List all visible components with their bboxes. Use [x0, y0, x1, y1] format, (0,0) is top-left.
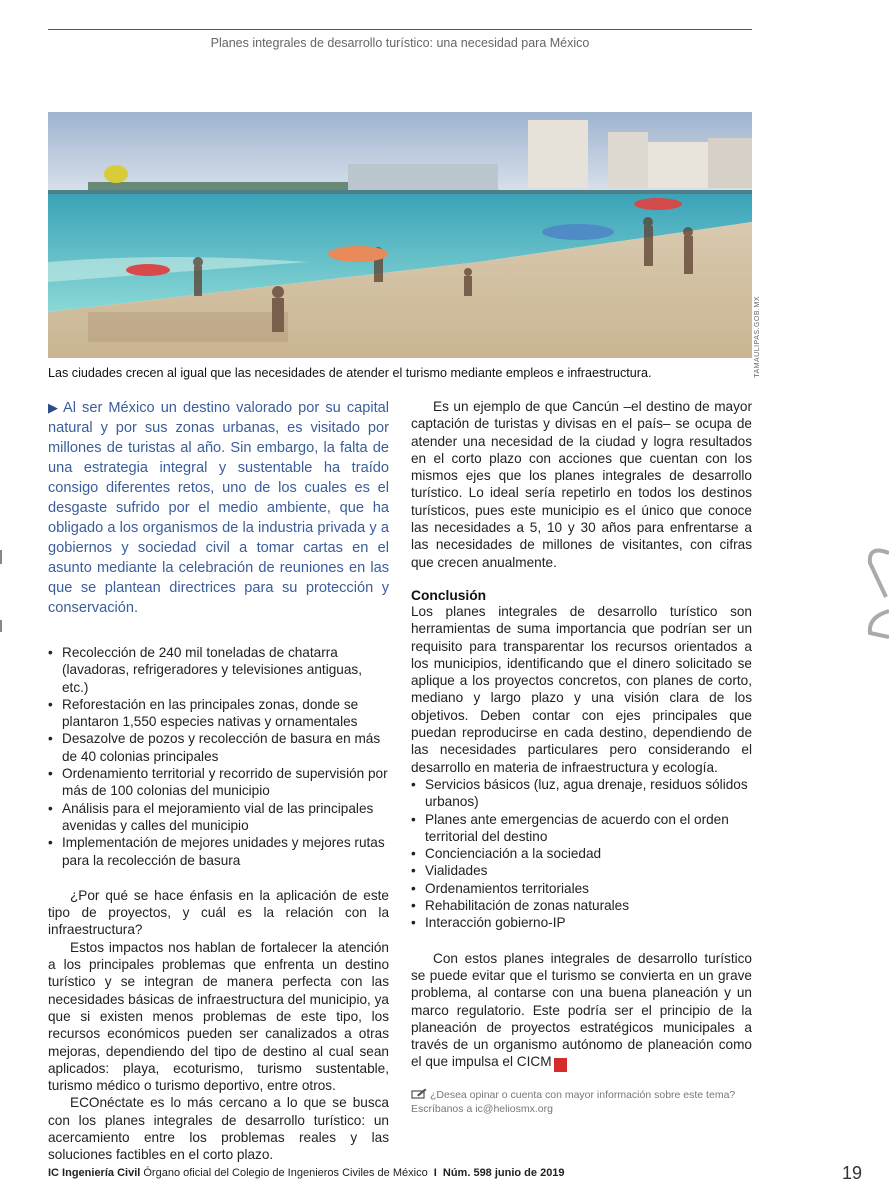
conclusion-paragraph: Los planes integrales de desarrollo turístico son herramientas de suma importancia que podrían ser un requisito para transparentar los recursos orientados a los municipios, identificando que el dinero solicitado se aplique a los proyectos concretos, con planes de corto, mediano y largo plazo y una visión clara de los objetivos. Deben contar con ejes principales que puedan reproducirse en cada destino, dependiendo de las necesidades particulares pero considerando el desarrollo en materia de infraestructura y ecología. [411, 603, 752, 775]
footer [48, 1167, 565, 1179]
list-item: • Interacción gobierno-IP [411, 914, 752, 931]
running-title: Planes integrales de desarrollo turístico: una necesidad para México [210, 36, 590, 50]
body-paragraph: Estos impactos nos hablan de fortalecer la atención a los principales problemas que enfrenta un destino turístico y se integran de manera perfecta con las necesidades básicas de infraestructura del municipio, ya que si existen menos problemas de este tipo, los recursos económicos pueden ser canalizados a otras mejoras, dependiendo del tipo de destino al cual sean aplicados: playa, ecoturismo, turismo sustentable, turismo médico o turismo deportivo, entre otros. [48, 939, 389, 1094]
list-item: • Rehabilitación de zonas naturales [411, 897, 752, 914]
feedback-email[interactable]: Escríbanos a ic@heliosmx.org [411, 1102, 553, 1115]
list-item: • Ordenamiento territorial y recorrido de supervisión por más de 100 colonias del municipio [48, 765, 389, 800]
binding-edge-mark [0, 540, 3, 640]
feedback-line [411, 1088, 752, 1103]
conclusion-heading: Conclusión [411, 587, 487, 603]
list-item: • Implementación de mejores unidades y mejores rutas para la recolección de basura [48, 834, 389, 869]
footer-separator: I [433, 1167, 437, 1179]
photo-credit: TAMAULIPAS.GOB.MX [754, 296, 761, 378]
closing-paragraph [411, 950, 752, 1073]
ic-end-badge: IC [554, 1058, 567, 1072]
top-rule [48, 29, 752, 30]
pen-paper-icon [411, 1088, 427, 1099]
list-item: • Servicios básicos (luz, agua drenaje, residuos sólidos urbanos) [411, 776, 752, 811]
list-item: • Vialidades [411, 862, 752, 879]
feedback-block [411, 1088, 752, 1116]
issue-info: Núm. 598 junio de 2019 [442, 1167, 565, 1179]
magazine-organ: Órgano oficial del Colegio de Ingenieros Civiles de México [143, 1167, 428, 1179]
beach-photo [48, 112, 752, 358]
list-item: • Concienciación a la sociedad [411, 845, 752, 862]
intro-paragraph: Es un ejemplo de que Cancún –el destino de mayor captación de turistas y divisas en el país– se ocupa de atender una necesidad de la ciudad y logra resultados en el corto plazo con acciones que cuentan con los mismos ejes que los planes integrales de desarrollo turístico. Lo ideal sería repetirlo en todos los destinos turísticos, pues este municipio es el único que conoce las necesidades a 5, 10 y 30 años para enfrentarse a las necesidades de millones de visitantes, con cifras que crecen anualmente. [411, 399, 752, 570]
list-item: • Desazolve de pozos y recolección de basura en más de 40 colonias principales [48, 730, 389, 765]
paperclip-icon [862, 545, 889, 640]
photo-caption: Las ciudades crecen al igual que las necesidades de atender el turismo mediante empleos e infraestructura. [48, 366, 652, 380]
list-item: • Reforestación en las principales zonas, donde se plantaron 1,550 especies nativas y ornamentales [48, 696, 389, 731]
list-item: • Planes ante emergencias de acuerdo con el orden territorial del destino [411, 811, 752, 846]
feedback-question: ¿Desea opinar o cuenta con mayor información sobre este tema? [430, 1089, 736, 1102]
play-arrow-icon: ▶ [48, 400, 61, 415]
question-paragraph: ¿Por qué se hace énfasis en la aplicación de este tipo de proyectos, y cuál es la relación con la infraestructura? [48, 887, 389, 938]
left-bullet-list [48, 644, 389, 869]
body-paragraph: ECOnéctate es lo más cercano a lo que se busca con los planes integrales de desarrollo turístico: un acercamiento entre los problemas reales y las soluciones factibles en el corto plazo. [48, 1095, 389, 1163]
list-item: • Recolección de 240 mil toneladas de chatarra (lavadoras, refrigeradores y televisiones antiguas, etc.) [48, 644, 389, 696]
left-column [48, 398, 389, 1164]
lead-text: Al ser México un destino valorado por su capital natural y por sus zonas urbanas, es visitado por millones de turistas al año. Sin embargo, la falta de una estrategia integral y sustentable ha traído consigo diferentes retos, uno de los cuales es el desgaste sufrido por el medio ambiente, que ha obligado a los organismos de la industria privada y a gobiernos y sociedad civil a tomar cartas en el asunto mediante la celebración de reuniones en las que se plantean directrices para su protección y conservación. [48, 400, 390, 616]
closing-text: Con estos planes integrales de desarrollo turístico se puede evitar que el turismo se convierta en un grave problema, al contarse con una buena planeación y un marco regulatorio. Este podría ser el principio de la planeación de proyectos estratégicos municipales a través de un organismo autónomo de planeación como el que impulsa el CICM [411, 950, 752, 1070]
lead-paragraph [48, 398, 389, 618]
page-number: 19 [842, 1163, 863, 1183]
magazine-name: IC Ingeniería Civil [48, 1167, 141, 1179]
list-item: • Análisis para el mejoramiento vial de las principales avenidas y calles del municipio [48, 800, 389, 835]
right-column [411, 398, 752, 1116]
list-item: • Ordenamientos territoriales [411, 880, 752, 897]
right-bullet-list [411, 776, 752, 932]
